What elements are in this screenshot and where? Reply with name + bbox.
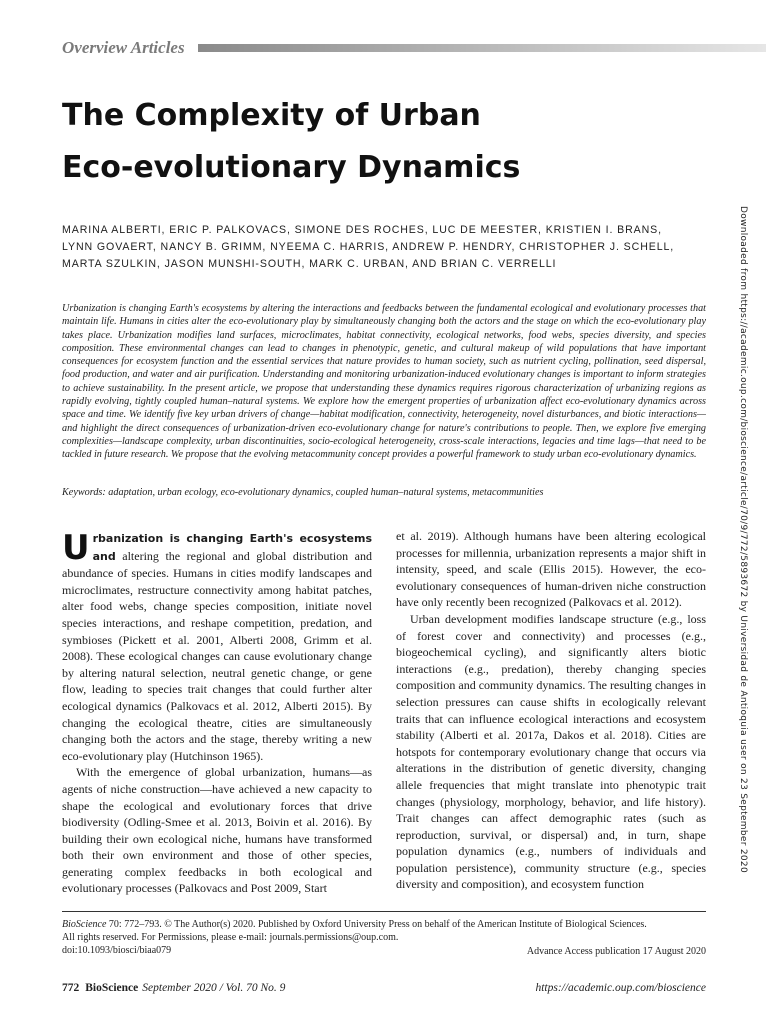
- page-footer-left: [62, 982, 285, 994]
- journal-name: BioScience: [62, 919, 107, 930]
- lead-in-text: rbanization is changing Earth's ecosystems and: [92, 532, 372, 563]
- body-column-right: [396, 528, 706, 900]
- abstract: Urbanization is changing Earth's ecosystems by altering the interactions and feedbacks between the fundamental ecological and evolutionary processes that maintain life. Humans in cities alter the eco-evolutionary play by simultaneously changing both the actors and the stage on which the eco-evolutionary play takes place. Urbanization modifies land surfaces, microclimates, habitat connectivity, ecological networks, food webs, species diversity, and species composition. These environmental changes can lead to changes in phenotypic, genetic, and cultural makeup of wild populations that have important consequences for ecosystem function and the essential services that nature provides to human society, such as nutrient cycling, pollination, seed dispersal, food production, and water and air purification. Understanding and monitoring urbanization-induced evolutionary changes is important to inform strategies to achieve sustainability. In the present article, we propose that understanding these dynamics requires rigorous characterization of urbanizing regions as rapidly evolving, tightly coupled human–natural systems. We explore how the emergent properties of urbanization affect eco-evolutionary dynamics across space and time. We identify five key urban drivers of change—habitat modification, connectivity, heterogeneity, novel disturbances, and biotic interactions—and highlight the direct consequences of urbanization-driven eco-evolutionary change for nature's contributions to people. Then, we explore five emerging complexities—landscape complexity, urban discontinuities, socio-ecological heterogeneity, cross-scale interactions, legacies and time lags—that need to be tackled in future research. We propose that the evolving metacommunity concept provides a powerful framework to study urban eco-evolutionary dynamics.: [62, 303, 706, 461]
- paragraph-text: altering the regional and global distribution and abundance of species. Humans in cities modify landscapes and microclimates, restructure connectivity among habitat patches, alter food webs, change species composition, initiate novel species interactions, and reshape competition, predation, and symbioses (Pickett et al. 2001, Alberti 2008, Grimm et al. 2008). These ecological changes can cause evolutionary change by altering natural selection, neutral genetic change, or gene flow, leading to species trait changes that could further alter ecological dynamics (Palkovacs et al. 2012, Alberti 2015). By changing the ecological theatre, cities are simultaneously changing both the actors and the stage, thereby writing a new eco-evolutionary play (Hutchinson 1965).: [62, 548, 372, 763]
- journal-url[interactable]: https://academic.oup.com/bioscience: [535, 982, 706, 994]
- author-line: MARINA ALBERTI, ERIC P. PALKOVACS, SIMONE DES ROCHES, LUC DE MEESTER, KRISTIEN I. BRANS,: [62, 224, 662, 236]
- footnote-line: All rights reserved. For Permissions, please e-mail: journals.permissions@oup.com.: [62, 932, 399, 944]
- footnote-rule: [62, 911, 706, 912]
- body-column-left: [62, 530, 372, 900]
- download-watermark: Downloaded from https://academic.oup.com/bioscience/article/70/9/772/5893672 by Universidad de Antioquia user on 23 September 2020: [738, 206, 748, 873]
- article-title: [62, 90, 702, 194]
- footer-issue: September 2020 / Vol. 70 No. 9: [142, 982, 286, 994]
- doi[interactable]: doi:10.1093/biosci/biaa079: [62, 945, 172, 957]
- keywords: Keywords: adaptation, urban ecology, eco-evolutionary dynamics, coupled human–natural systems, metacommunities: [62, 487, 544, 498]
- advance-access-note: Advance Access publication 17 August 2020: [526, 946, 706, 957]
- body-paragraph: Urban development modifies landscape structure (e.g., loss of forest cover and connectivity) and processes (e.g., biogeochemical cycling), and significantly alters biotic interactions (e.g., predation), thereby changing species composition and community dynamics. The resulting changes in selection pressures can cause shifts in ecologically relevant traits that can influence ecological interactions and ecosystem stability (Alberti et al. 2017a, Dakos et al. 2018). Cities are hotspots for contemporary evolutionary change that occurs via alterations in the distribution of genetic diversity, changing allele frequencies that might translate into phenotypic trait changes (physiology, morphology, behavior, and life history). Trait changes can affect demographic rates (such as reproduction, survival, or dispersal) and, in turn, shape population dynamics (e.g., numbers of individuals and population persistence), community structure (e.g., species diversity and composition), and ecosystem function: [396, 611, 706, 892]
- title-line: The Complexity of Urban: [62, 98, 481, 133]
- author-line: LYNN GOVAERT, NANCY B. GRIMM, NYEEMA C. HARRIS, ANDREW P. HENDRY, CHRISTOPHER J. SCHELL,: [62, 241, 675, 253]
- drop-cap: U: [62, 530, 90, 568]
- title-line: Eco-evolutionary Dynamics: [62, 150, 521, 185]
- footnote-line: [62, 918, 706, 931]
- body-paragraph: [62, 530, 372, 764]
- section-label: Overview Articles: [62, 38, 185, 57]
- author-list: [62, 222, 702, 273]
- page-number: 772: [62, 982, 80, 994]
- body-paragraph: et al. 2019). Although humans have been altering ecological processes for millennia, urbanization represents a major shift in intensity, speed, and scale (Ellis 2015). However, the eco-evolutionary consequences of human-driven niche construction have only recently been recognized (Palkovacs et al. 2012).: [396, 529, 706, 610]
- body-paragraph: With the emergence of global urbanization, humans—as agents of niche construction—have achieved a new capacity to shape the ecological and evolutionary forces that drive biodiversity (Odling-Smee et al. 2013, Boivin et al. 2016). By building their own ecological niche, humans have transformed both their own environment and those of other species, generating complex feedbacks in both ecological and evolutionary processes (Palkovacs and Post 2009, Start: [62, 765, 372, 896]
- footnote-text: 70: 772–793. © The Author(s) 2020. Published by Oxford University Press on behalf of the American Institute of Biological Sciences.: [106, 919, 647, 930]
- section-rule: [198, 44, 766, 52]
- author-line: MARTA SZULKIN, JASON MUNSHI-SOUTH, MARK C. URBAN, AND BRIAN C. VERRELLI: [62, 258, 557, 270]
- footer-journal: BioScience: [85, 982, 139, 994]
